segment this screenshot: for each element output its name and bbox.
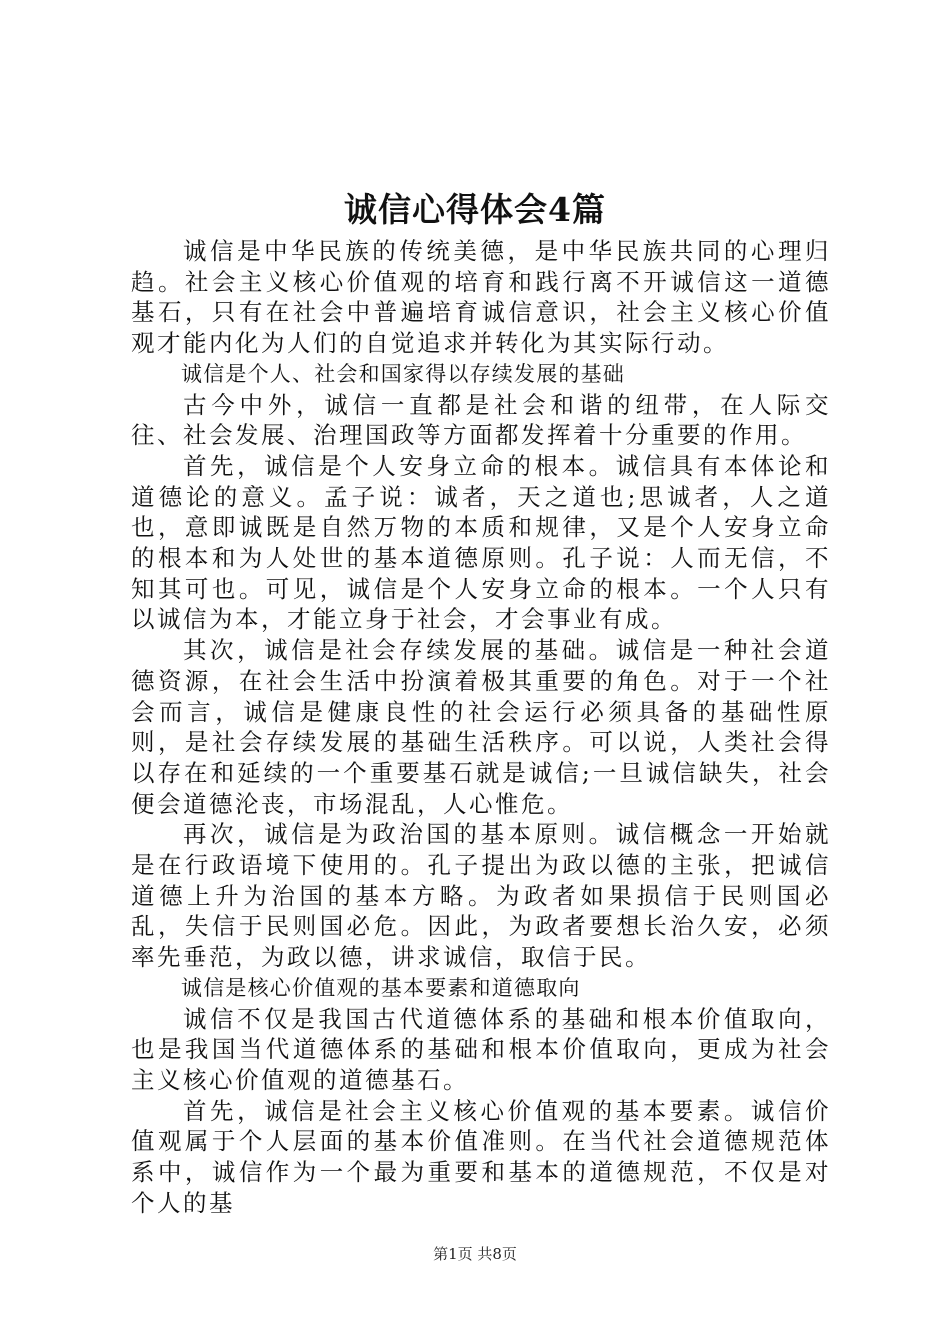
paragraph: 首先，诚信是社会主义核心价值观的基本要素。诚信价值观属于个人层面的基本价值准则。在当代社会道德规范体系中，诚信作为一个最为重要和基本的道德规范，不仅是对个人的基	[131, 1096, 831, 1217]
section-heading: 诚信是个人、社会和国家得以存续发展的基础	[181, 361, 625, 386]
paragraph: 其次，诚信是社会存续发展的基础。诚信是一种社会道德资源，在社会生活中扮演着极其重要的角色。对于一个社会而言，诚信是健康良性的社会运行必须具备的基础性原则，是社会存续发展的基础生活秩序。可以说，人类社会得以存在和延续的一个重要基石就是诚信;一旦诚信缺失，社会便会道德沦丧，市场混乱，人心惟危。	[131, 636, 831, 818]
paragraph: 古今中外，诚信一直都是社会和谐的纽带，在人际交往、社会发展、治理国政等方面都发挥着十分重要的作用。	[131, 390, 831, 450]
page-footer: 第1页 共8页	[433, 1245, 517, 1263]
paragraph: 再次，诚信是为政治国的基本原则。诚信概念一开始就是在行政语境下使用的。孔子提出为政以德的主张，把诚信道德上升为治国的基本方略。为政者如果损信于民则国必乱，失信于民则国必危。因此，为政者要想长治久安，必须率先垂范，为政以德，讲求诚信，取信于民。	[131, 820, 831, 972]
document-title: 诚信心得体会4篇	[344, 190, 606, 229]
paragraph: 诚信不仅是我国古代道德体系的基础和根本价值取向，也是我国当代道德体系的基础和根本价值取向，更成为社会主义核心价值观的道德基石。	[131, 1004, 831, 1094]
paragraph: 首先，诚信是个人安身立命的根本。诚信具有本体论和道德论的意义。孟子说：诚者，天之道也;思诚者，人之道也，意即诚既是自然万物的本质和规律，又是个人安身立命的根本和为人处世的基本道德原则。孔子说：人而无信，不知其可也。可见，诚信是个人安身立命的根本。一个人只有以诚信为本，才能立身于社会，才会事业有成。	[131, 451, 831, 634]
paragraph: 诚信是中华民族的传统美德，是中华民族共同的心理归趋。社会主义核心价值观的培育和践行离不开诚信这一道德基石，只有在社会中普遍培育诚信意识，社会主义核心价值观才能内化为人们的自觉追求并转化为其实际行动。	[131, 237, 831, 358]
section-heading: 诚信是核心价值观的基本要素和道德取向	[181, 975, 581, 1000]
document-body	[131, 236, 831, 1219]
